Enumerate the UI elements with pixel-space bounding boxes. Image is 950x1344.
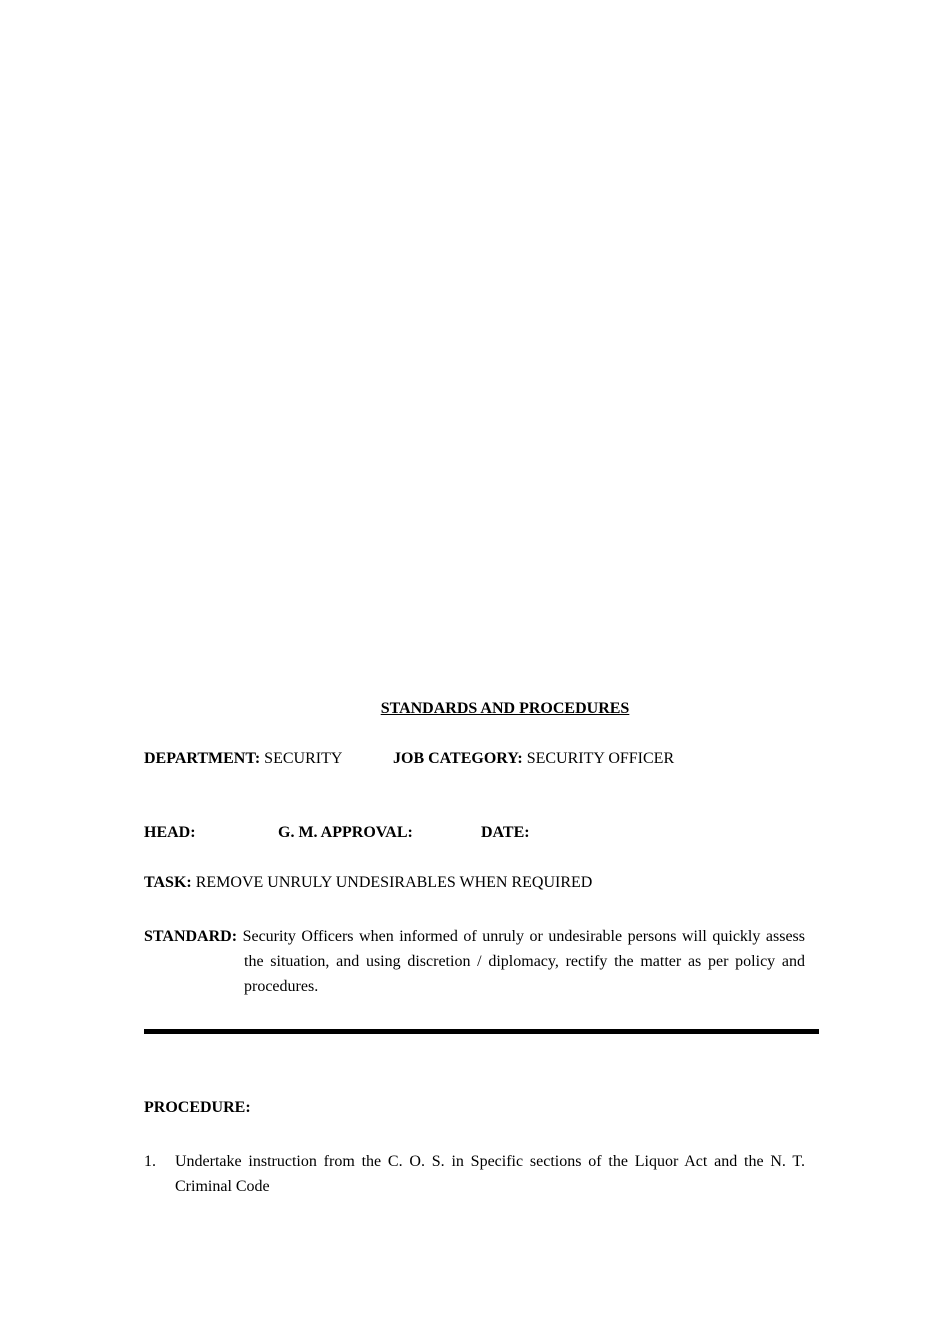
step-text: Undertake instruction from the C. O. S. in Specific sections of the Liquor Act and the N. T. Criminal Code	[175, 1153, 805, 1195]
procedure-heading: PROCEDURE:	[144, 1099, 251, 1116]
procedure-step	[144, 1149, 805, 1199]
document-title: STANDARDS AND PROCEDURES	[380, 700, 630, 717]
standard-text: Security Officers when informed of unruly or undesirable persons will quickly assess the situation, and using discretion / diplomacy, rectify the matter as per policy and procedures.	[242, 928, 805, 995]
job-category-field	[393, 750, 674, 768]
section-divider	[144, 1029, 819, 1034]
task-label: TASK:	[144, 874, 192, 891]
date-label: DATE:	[481, 824, 530, 841]
task-field	[144, 874, 592, 892]
step-number: 1.	[144, 1153, 156, 1170]
standard-label: STANDARD:	[144, 928, 238, 945]
gm-approval-label: G. M. APPROVAL:	[278, 824, 413, 841]
job-category-value: SECURITY OFFICER	[526, 750, 675, 767]
department-value: SECURITY	[264, 750, 343, 767]
job-category-label: JOB CATEGORY:	[393, 750, 523, 767]
department-label: DEPARTMENT:	[144, 750, 261, 767]
task-value: REMOVE UNRULY UNDESIRABLES WHEN REQUIRED	[195, 874, 593, 891]
head-label: HEAD:	[144, 824, 196, 841]
department-field	[144, 750, 342, 768]
standard-field	[144, 924, 805, 999]
